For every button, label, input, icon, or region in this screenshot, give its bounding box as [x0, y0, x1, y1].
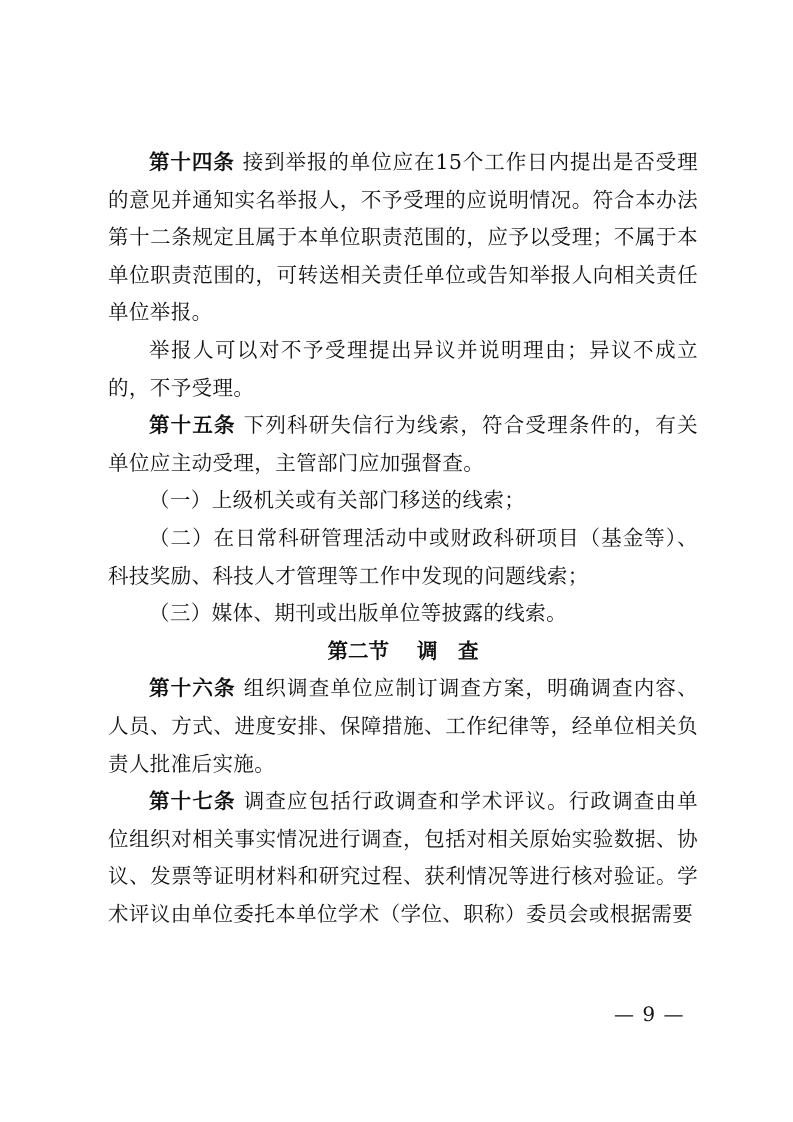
article-15-item-3: （三）媒体、期刊或出版单位等披露的线索。 — [149, 601, 567, 626]
article-16 — [108, 670, 698, 783]
article-16-text: 组织调查单位应制订调查方案，明确调查内容、人员、方式、进度安排、保障措施、工作纪律等，经单位相关负责人批准后实施。 — [108, 676, 698, 776]
page-number: — 9 — — [614, 1002, 685, 1026]
section-title: 调 查 — [417, 638, 479, 663]
article-15 — [108, 407, 698, 482]
document-body — [108, 144, 698, 933]
article-15-text: 下列科研失信行为线索，符合受理条件的，有关单位应主动受理，主管部门应加强督查。 — [108, 413, 698, 475]
article-15-item-1: （一）上级机关或有关部门移送的线索； — [149, 488, 526, 513]
article-15-label: 第十五条 — [149, 413, 236, 438]
section-number: 第二节 — [327, 638, 389, 663]
article-17 — [108, 783, 698, 933]
article-17-label: 第十七条 — [149, 789, 236, 814]
article-14-label: 第十四条 — [149, 150, 235, 174]
article-17-text: 调查应包括行政调查和学术评议。行政调查由单位组织对相关事实情况进行调查，包括对相关原始实验数据、协议、发票等证明材料和研究过程、获利情况等进行核对验证。学术评议由单位委托本单位学术（学位、职称）委员会或根据需要 — [108, 789, 698, 926]
article-14-paragraph-2: 举报人可以对不予受理提出异议并说明理由；异议不成立的，不予受理。 — [108, 337, 698, 400]
article-14 — [108, 144, 698, 332]
article-15-item-2: （二）在日常科研管理活动中或财政科研项目（基金等）、科技奖励、科技人才管理等工作中发现的问题线索； — [108, 525, 698, 588]
article-16-label: 第十六条 — [149, 676, 236, 701]
section-heading — [108, 633, 698, 671]
article-14-text: 接到举报的单位应在15个工作日内提出是否受理的意见并通知实名举报人，不予受理的应说明情况。符合本办法第十二条规定且属于本单位职责范围的，应予以受理；不属于本单位职责范围的，可转送相关责任单位或告知举报人向相关责任单位举报。 — [108, 150, 698, 325]
